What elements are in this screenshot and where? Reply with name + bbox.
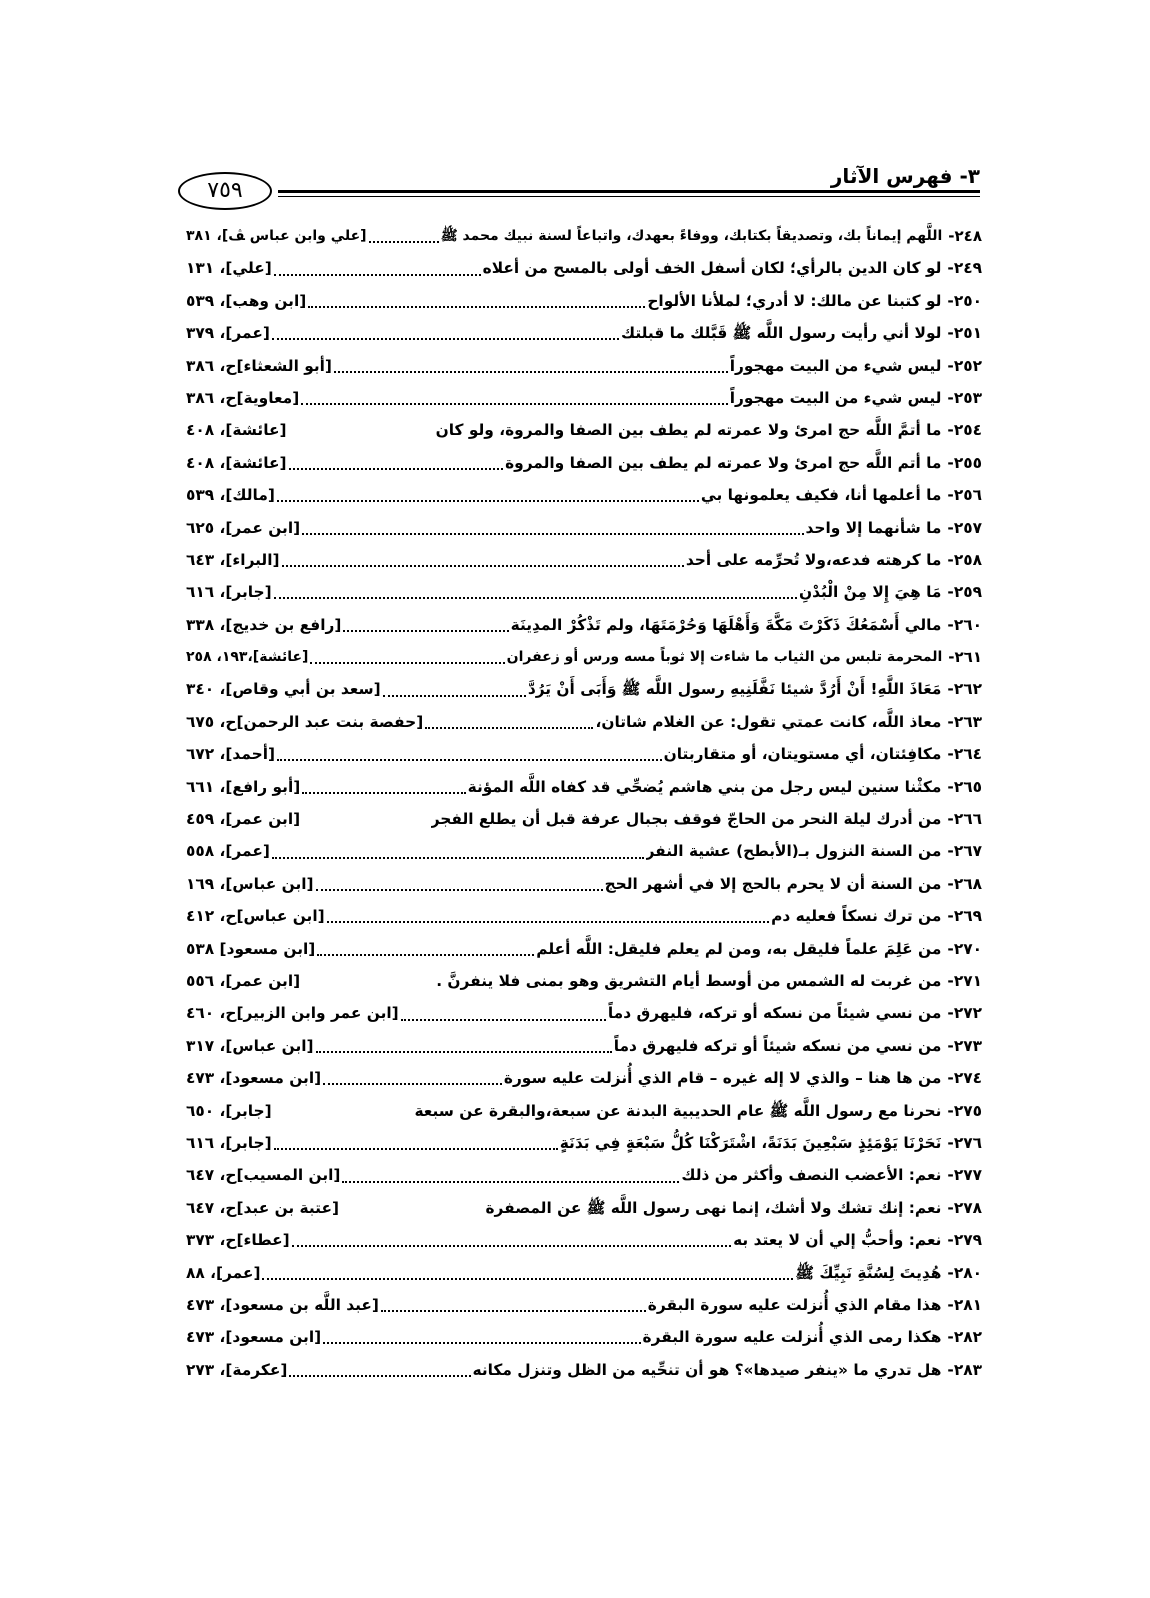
dot-leader (383, 695, 526, 697)
index-entry (186, 609, 982, 641)
index-entry (186, 512, 982, 544)
entry-number: ٢٦٤- (947, 745, 982, 764)
dot-leader (323, 1083, 502, 1085)
entry-text: المحرمة تلبس من الثياب ما شاءت إلا ثوباً مسه ورس أو زعفران (506, 649, 943, 666)
entry-source-reference: [مالك]، ٥٣٩ (186, 486, 275, 505)
index-entry (186, 1321, 982, 1353)
dot-leader (292, 1245, 731, 1247)
entry-text: مكثْنا سنين ليس رجل من بني هاشم يُضحِّي قد كفاه اللَّه المؤنة (467, 777, 942, 796)
dot-leader (302, 792, 465, 794)
entry-text: لولا أني رأيت رسول اللَّه ﷺ قَبَّلك ما قبلتك (621, 324, 942, 343)
entry-text: مَعَاذَ اللَّهِ! أَنْ أَرُدَّ شيئا نَفَّلَنِيهِ رسول اللَّه ﷺ وَأَبَى أَنْ يَرُدَّ (527, 680, 942, 699)
dot-leader (301, 403, 728, 405)
index-entry (186, 900, 982, 932)
entry-number: ٢٧٢- (947, 1004, 982, 1023)
entry-source-reference: [عائشة]، ٤٠٨ (186, 453, 287, 472)
index-entry (186, 1354, 982, 1386)
entry-source-reference: [ابن عباس]، ٣١٧ (186, 1036, 314, 1055)
header-rule-thick (278, 190, 980, 193)
entry-text: من ها هنا – والذي لا إله غيره – قام الذي أُنزلت عليه سورة (503, 1069, 942, 1088)
entry-number: ٢٧٣- (947, 1036, 982, 1055)
entry-source-reference: [معاوية]ح، ٣٨٦ (186, 388, 300, 407)
entry-text: ما أتم اللَّه حج امرئ ولا عمرته لم يطف بين الصفا والمروة (505, 453, 942, 472)
entry-number: ٢٧٥- (947, 1101, 982, 1120)
entry-source-reference: [عكرمة]، ٢٧٣ (186, 1360, 288, 1379)
entry-source-reference: [جابر]، ٦١٦ (186, 1133, 272, 1152)
entry-source-reference: [عمر]، ٨٨ (186, 1263, 261, 1282)
entry-text: ما أتمَّ اللَّه حج امرئ ولا عمرته لم يطف بين الصفا والمروة، ولو كان (435, 421, 942, 440)
entry-number: ٢٦٩- (947, 907, 982, 926)
entry-number: ٢٤٩- (947, 259, 982, 278)
entry-source-reference: [عمر]، ٥٥٨ (186, 842, 270, 861)
dot-leader (425, 727, 593, 729)
entry-source-reference: [ابن عباس]، ١٦٩ (186, 874, 314, 893)
dot-leader (327, 921, 769, 923)
index-entry (186, 933, 982, 965)
entry-number: ٢٥٥- (947, 453, 982, 472)
index-entry (186, 576, 982, 608)
entry-number: ٢٧١- (947, 971, 982, 990)
dot-leader (310, 662, 504, 664)
entry-number: ٢٦١- (948, 648, 982, 667)
entry-text: من نسي من نسكه شيئاً أو تركه فليهرق دماً (613, 1036, 942, 1055)
entry-number: ٢٥١- (947, 324, 982, 343)
entry-number: ٢٥٤- (947, 421, 982, 440)
index-entry (186, 1159, 982, 1191)
entry-number: ٢٨٢- (947, 1328, 982, 1347)
entry-number: ٢٨٣- (947, 1360, 982, 1379)
index-entry (186, 544, 982, 576)
entry-number: ٢٦٨- (947, 874, 982, 893)
entry-source-reference: [ابن مسعود]، ٤٧٣ (186, 1069, 322, 1088)
dot-leader (334, 371, 728, 373)
index-entry (186, 835, 982, 867)
entry-source-reference: [ابن مسعود] ٥٣٨ (186, 939, 316, 958)
dot-leader (342, 1181, 679, 1183)
index-entry (186, 1030, 982, 1062)
entry-number: ٢٥٧- (947, 518, 982, 537)
entry-text: نعم: إنك تشك ولا أشك، إنما نهى رسول اللَّه ﷺ عن المصفرة (485, 1198, 942, 1217)
entry-text: ما شأنهما إلا واحد (805, 518, 942, 537)
entry-number: ٢٥٩- (947, 583, 982, 602)
entry-source-reference: [عطاء]ح، ٣٧٣ (186, 1231, 290, 1250)
entry-source-reference: [علي وابن عباس ﭫ]، ٣٨١ (186, 228, 367, 244)
entry-text: ما أعلمها أنا، فكيف يعلمونها بي (700, 486, 942, 505)
entry-text: اللَّهم إيماناً بك، وتصديقاً بكتابك، ووفاءً بعهدك، واتباعاً لسنة نبيك محمد ﷺ (440, 228, 943, 244)
entry-text: نعم: وأحبُّ إلي أن لا يعتد به (733, 1231, 942, 1250)
entry-text: مكافِئتان، أي مستويتان، أو متقاربتان (663, 745, 942, 764)
index-entry (186, 285, 982, 317)
dot-leader (262, 1278, 793, 1280)
entry-number: ٢٧٨- (947, 1198, 982, 1217)
dot-leader (289, 468, 504, 470)
entry-source-reference: [عمر]، ٣٧٩ (186, 324, 270, 343)
index-entry (186, 252, 982, 284)
dot-leader (343, 630, 508, 632)
dot-leader (289, 1375, 470, 1377)
dot-leader (274, 274, 481, 276)
entry-text: معاذ اللَّه، كانت عمتي تقول: عن الغلام شاتان، (595, 712, 942, 731)
dot-leader (316, 1051, 612, 1053)
entry-source-reference: [ابن مسعود]، ٤٧٣ (186, 1328, 322, 1347)
entry-text: من نسي شيئاً من نسكه أو تركه، فليهرق دماً (607, 1004, 942, 1023)
entry-source-reference: [ابن عمر]، ٥٥٦ (186, 971, 301, 990)
athar-index-list (186, 220, 982, 1386)
entry-source-reference: [علي]، ١٣١ (186, 259, 272, 278)
entry-source-reference: [حفصة بنت عبد الرحمن]ح، ٦٧٥ (186, 712, 424, 731)
dot-leader (302, 533, 803, 535)
entry-text: من السنة النزول بـ(الأبطح) عشية النفر (645, 842, 942, 861)
entry-source-reference: [ابن عمر]، ٦٢٥ (186, 518, 301, 537)
index-entry (186, 414, 982, 446)
entry-source-reference: [عائشة]، ٤٠٨ (186, 421, 287, 440)
entry-number: ٢٨١- (947, 1295, 982, 1314)
dot-leader (317, 954, 534, 956)
entry-text: من السنة أن لا يحرم بالحج إلا في أشهر الحج (604, 874, 942, 893)
index-entry (186, 1192, 982, 1224)
page-header (178, 160, 980, 220)
entry-text: نَحَرْنَا يَوْمَئِذٍ سَبْعِينَ بَدَنَةً، اشْتَرَكْنَا كُلُّ سَبْعَةٍ فِي بَدَنَةٍ (559, 1133, 942, 1152)
page-number-badge: ٧٥٩ (178, 172, 272, 210)
entry-source-reference: [جابر]، ٦١٦ (186, 583, 272, 602)
index-entry (186, 641, 982, 673)
entry-text: نحرنا مع رسول اللَّه ﷺ عام الحديبية البدنة عن سبعة،والبقرة عن سبعة (414, 1101, 942, 1120)
dot-leader (277, 500, 699, 502)
entry-text: هُدِيتَ لِسُنَّةِ نَبِيِّكَ ﷺ (795, 1263, 942, 1282)
entry-number: ٢٦٥- (947, 777, 982, 796)
dot-leader (381, 1310, 646, 1312)
entry-source-reference: [أحمد]، ٦٧٢ (186, 745, 276, 764)
dot-leader (316, 889, 603, 891)
index-entry (186, 1224, 982, 1256)
entry-number: ٢٦٧- (947, 842, 982, 861)
entry-text: هل تدري ما «ينفر صيدها»؟ هو أن تنحِّيه من الظل وتنزل مكانه (472, 1360, 942, 1379)
entry-source-reference: [ابن المسيب]ح، ٦٤٧ (186, 1166, 341, 1185)
entry-number: ٢٤٨- (948, 227, 982, 245)
entry-source-reference: [عبد اللَّه بن مسعود]، ٤٧٣ (186, 1295, 379, 1314)
dot-leader (308, 306, 645, 308)
entry-source-reference: [ابن عباس]ح، ٤١٢ (186, 907, 325, 926)
entry-number: ٢٧٧- (947, 1166, 982, 1185)
entry-text: نعم: الأعضب النصف وأكثر من ذلك (681, 1166, 942, 1185)
dot-leader (282, 565, 684, 567)
section-title: ٣- فهرس الآثار (830, 164, 980, 188)
entry-number: ٢٦٣- (947, 712, 982, 731)
dot-leader (274, 1148, 558, 1150)
entry-text: ما كرهته فدعه،ولا تُحرِّمه على أحد (685, 550, 942, 569)
entry-number: ٢٦٦- (947, 810, 982, 829)
entry-text: لو كان الدين بالرأي؛ لكان أسفل الخف أولى بالمسح من أعلاه (482, 259, 942, 278)
entry-source-reference: [عتبة بن عبد]ح، ٦٤٧ (186, 1198, 339, 1217)
index-entry (186, 1127, 982, 1159)
index-entry (186, 673, 982, 705)
entry-source-reference: [ابن عمر وابن الزبير]ح، ٤٦٠ (186, 1004, 399, 1023)
header-rule-thin (278, 196, 980, 197)
dot-leader (277, 759, 662, 761)
index-entry (186, 447, 982, 479)
entry-number: ٢٧٤- (947, 1069, 982, 1088)
entry-text: من أدرك ليلة النحر من الحاجّ فوقف بجبال عرفة قبل أن يطلع الفجر (430, 810, 942, 829)
entry-number: ٢٥٦- (947, 486, 982, 505)
index-entry (186, 738, 982, 770)
dot-leader (274, 597, 797, 599)
entry-number: ٢٧٦- (947, 1133, 982, 1152)
index-entry (186, 350, 982, 382)
entry-source-reference: [عائشة]،١٩٣، ٢٥٨ (186, 649, 309, 666)
entry-text: لو كتبنا عن مالك: لا أدري؛ لملأنا الألواح (647, 291, 942, 310)
entry-number: ٢٥٠- (947, 291, 982, 310)
entry-text: هذا مقام الذي أُنزلت عليه سورة البقرة (647, 1295, 942, 1314)
index-entry (186, 479, 982, 511)
index-entry (186, 1062, 982, 1094)
entry-text: ليس شيء من البيت مهجوراً (729, 356, 942, 375)
entry-text: ليس شيء من البيت مهجوراً (729, 388, 942, 407)
entry-source-reference: [أبو رافع]، ٦٦١ (186, 777, 301, 796)
entry-number: ٢٨٠- (947, 1263, 982, 1282)
entry-number: ٢٦٠- (947, 615, 982, 634)
entry-number: ٢٥٨- (947, 550, 982, 569)
index-entry (186, 868, 982, 900)
entry-number: ٢٥٣- (947, 388, 982, 407)
index-entry (186, 317, 982, 349)
index-entry (186, 382, 982, 414)
index-entry (186, 965, 982, 997)
dot-leader (272, 338, 619, 340)
entry-number: ٢٧٩- (947, 1231, 982, 1250)
index-entry (186, 771, 982, 803)
index-entry (186, 997, 982, 1029)
dot-leader (323, 1342, 640, 1344)
index-entry (186, 220, 982, 252)
index-entry (186, 706, 982, 738)
index-entry (186, 1095, 982, 1127)
entry-text: مالي أَسْمَعُكَ ذَكَرْتَ مَكَّةَ وَأَهْلَهَا وَحُرْمَتَهَا، ولم تَذْكُرْ المدِينَة (510, 615, 942, 634)
dot-leader (272, 857, 644, 859)
index-entry (186, 803, 982, 835)
entry-text: من غربت له الشمس من أوسط أيام التشريق وهو بمنى فلا ينفرنَّ . (436, 971, 942, 990)
entry-source-reference: [ابن عمر]، ٤٥٩ (186, 810, 301, 829)
entry-source-reference: [البراء]، ٦٤٣ (186, 550, 280, 569)
dot-leader (401, 1019, 606, 1021)
entry-source-reference: [ابن وهب]، ٥٣٩ (186, 291, 307, 310)
entry-text: هكذا رمى الذي أُنزلت عليه سورة البقرة (642, 1328, 942, 1347)
entry-text: مَا هِيَ إِلا مِنْ الْبُدْنِ (798, 583, 942, 602)
entry-number: ٢٧٠- (947, 939, 982, 958)
entry-source-reference: [أبو الشعثاء]ح، ٣٨٦ (186, 356, 332, 375)
entry-text: من عَلِمَ علماً فليقل به، ومن لم يعلم فليقل: اللَّه أعلم (536, 939, 942, 958)
entry-source-reference: [سعد بن أبي وقاص]، ٣٤٠ (186, 680, 381, 699)
entry-source-reference: [رافع بن خديج]، ٣٣٨ (186, 615, 342, 634)
index-entry (186, 1289, 982, 1321)
entry-number: ٢٥٢- (947, 356, 982, 375)
entry-source-reference: [جابر]، ٦٥٠ (186, 1101, 272, 1120)
entry-text: من ترك نسكاً فعليه دم (771, 907, 942, 926)
dot-leader (369, 241, 439, 243)
index-entry (186, 1257, 982, 1289)
entry-number: ٢٦٢- (947, 680, 982, 699)
